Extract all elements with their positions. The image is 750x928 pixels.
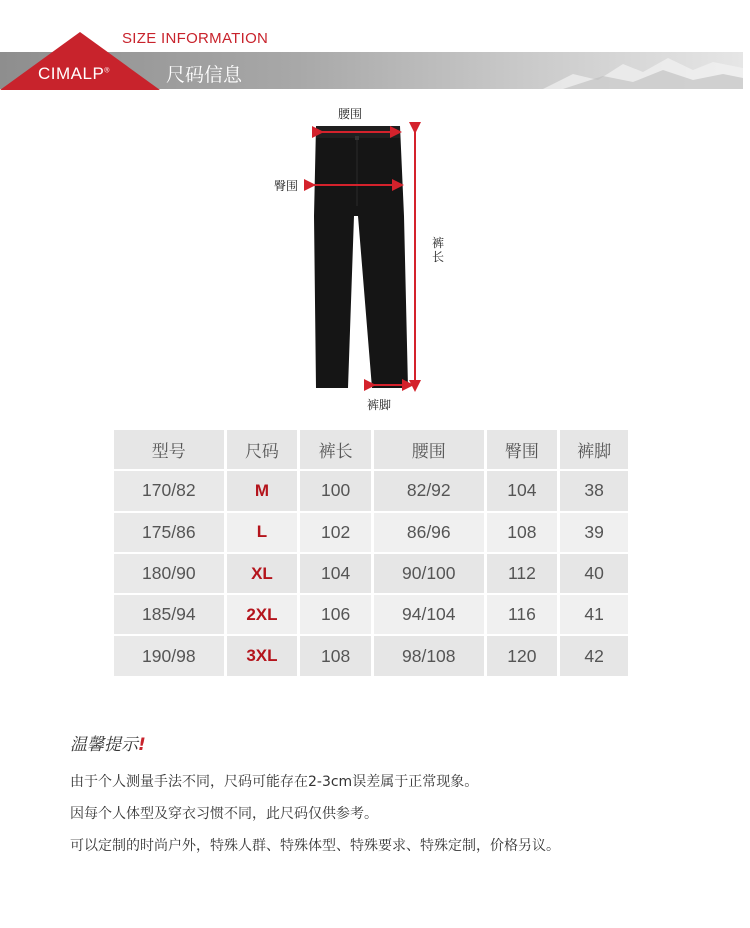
cell-waist: 86/96: [374, 513, 487, 554]
table-row: [114, 471, 628, 512]
cell-hip: 108: [487, 513, 561, 554]
cell-size: XL: [227, 554, 301, 595]
cell-model: 170/82: [114, 471, 227, 512]
cell-length: 104: [300, 554, 374, 595]
label-hem: 裤脚: [367, 398, 392, 412]
cell-waist: 94/104: [374, 595, 487, 636]
cell-length: 106: [300, 595, 374, 636]
tip-line-2: 因每个人体型及穿衣习惯不同，此尺码仅供参考。: [70, 806, 378, 822]
table-row: [114, 595, 628, 636]
tips-title: 温馨提示!: [70, 735, 146, 755]
table-row: [114, 513, 628, 554]
cell-hem: 40: [560, 554, 628, 595]
cell-model: 180/90: [114, 554, 227, 595]
cell-model: 190/98: [114, 636, 227, 677]
tip-line-3: 可以定制的时尚户外，特殊人群、特殊体型、特殊要求、特殊定制，价格另议。: [70, 838, 560, 854]
table-row: [114, 636, 628, 677]
cell-model: 175/86: [114, 513, 227, 554]
brand-logo: CIMALP®: [38, 64, 110, 83]
tip-line-1: 由于个人测量手法不同，尺码可能存在2-3cm误差属于正常现象。: [70, 774, 479, 790]
cell-waist: 90/100: [374, 554, 487, 595]
section-title-en: SIZE INFORMATION: [122, 30, 269, 47]
cell-hem: 38: [560, 471, 628, 512]
cell-hem: 41: [560, 595, 628, 636]
cell-size: L: [227, 513, 301, 554]
table-row: [114, 554, 628, 595]
cell-model: 185/94: [114, 595, 227, 636]
pants-illustration: [260, 96, 480, 416]
header-waist: 腰围: [374, 430, 487, 471]
cell-length: 102: [300, 513, 374, 554]
pants-diagram: [260, 96, 480, 416]
cell-hip: 104: [487, 471, 561, 512]
cell-hem: 39: [560, 513, 628, 554]
cell-hip: 112: [487, 554, 561, 595]
size-table: [114, 430, 628, 678]
cell-size: 2XL: [227, 595, 301, 636]
cell-waist: 98/108: [374, 636, 487, 677]
header-hem: 裤脚: [560, 430, 628, 471]
cell-size: M: [227, 471, 301, 512]
table-header-row: [114, 430, 628, 471]
header-hip: 臀围: [487, 430, 561, 471]
cell-size: 3XL: [227, 636, 301, 677]
label-waist: 腰围: [338, 107, 363, 121]
mountain-banner-image: [543, 52, 743, 89]
header-model: 型号: [114, 430, 227, 471]
cell-waist: 82/92: [374, 471, 487, 512]
section-title-cn: 尺码信息: [166, 64, 243, 86]
cell-length: 108: [300, 636, 374, 677]
cell-length: 100: [300, 471, 374, 512]
cell-hip: 116: [487, 595, 561, 636]
cell-hip: 120: [487, 636, 561, 677]
cell-hem: 42: [560, 636, 628, 677]
label-hip: 臀围: [274, 179, 299, 193]
header-length: 裤长: [300, 430, 374, 471]
label-length: 裤长: [432, 236, 445, 264]
header-size: 尺码: [227, 430, 301, 471]
